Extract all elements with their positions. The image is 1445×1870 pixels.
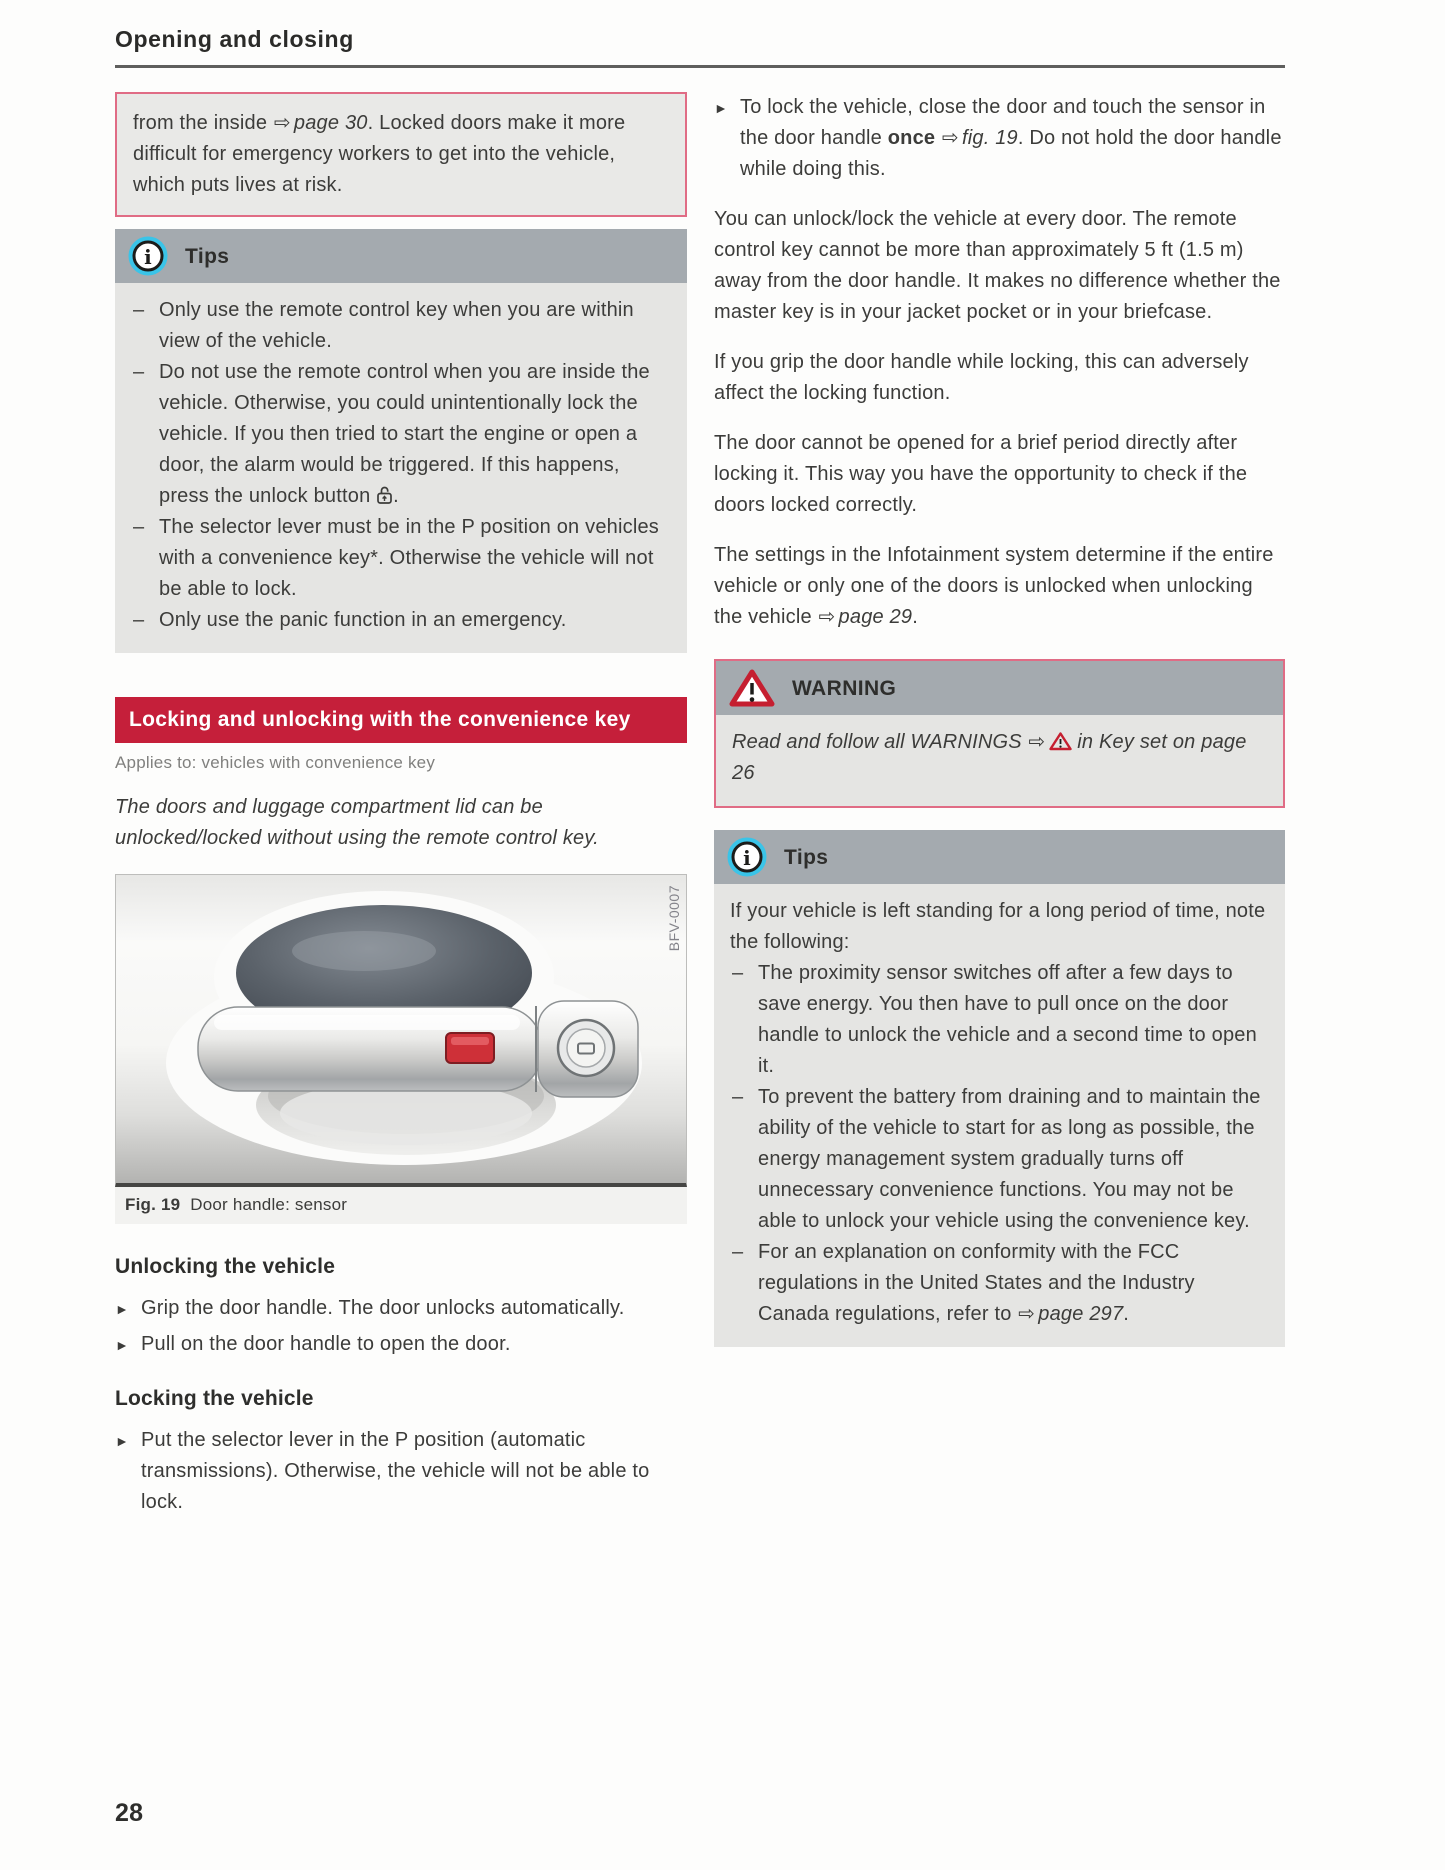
triangle-bullet-marker: ► <box>115 1301 130 1317</box>
svg-text:i: i <box>144 245 152 269</box>
bullet-text: To lock the vehicle, close the door and touch the sensor in the door handle <box>740 96 1266 149</box>
tip-item <box>131 512 671 605</box>
reference-arrow-icon: ⇨ <box>942 127 959 149</box>
bullet-item <box>714 92 1285 185</box>
tips-body <box>115 283 687 653</box>
info-icon <box>727 837 767 877</box>
svg-text:i: i <box>743 846 751 870</box>
tips-panel <box>115 229 687 653</box>
paragraph-text: . <box>912 606 919 628</box>
bullet-list <box>115 1425 687 1518</box>
tips-header <box>115 229 687 283</box>
figure-reference: fig. 19 <box>961 127 1018 149</box>
dash-marker: – <box>732 1086 744 1108</box>
reference-arrow-icon: ⇨ <box>1028 731 1046 753</box>
bullet-item <box>115 1425 687 1518</box>
tip-item <box>131 357 671 512</box>
tip-text: To prevent the battery from draining and to maintain the ability of the vehicle to start for as long as possible, the energy management system gradually turns off unnecessary convenience functions. You may not be able to unlock your vehicle using the convenience key. <box>758 1086 1261 1232</box>
warning-text: Read and follow all WARNINGS <box>732 731 1028 753</box>
tip-text: . <box>393 485 399 507</box>
page-header <box>115 26 1285 68</box>
bullet-text: Grip the door handle. The door unlocks automatically. <box>141 1297 625 1319</box>
paragraph: If you grip the door handle while locking, this can adversely affect the locking function. <box>714 351 1249 404</box>
tip-item <box>730 1237 1269 1330</box>
bullet-list <box>115 1293 687 1360</box>
reference-arrow-icon: ⇨ <box>818 606 836 628</box>
subsection-heading: Locking the vehicle <box>115 1387 314 1410</box>
note-text: from the inside <box>133 112 273 134</box>
page-reference: page 297 <box>1038 1303 1124 1325</box>
left-column <box>115 92 687 1523</box>
tip-text: Only use the panic function in an emergency. <box>159 609 567 631</box>
tip-item <box>730 958 1269 1082</box>
tip-text: The proximity sensor switches off after a few days to save energy. You then have to pull once on the door handle to unlock the vehicle and a second time to open it. <box>758 962 1257 1077</box>
right-column <box>714 92 1285 1347</box>
dash-marker: – <box>133 299 145 321</box>
figure-caption-text: Door handle: sensor <box>190 1195 348 1214</box>
tips-title: Tips <box>185 244 230 268</box>
tips-title: Tips <box>784 845 829 869</box>
paragraph-text: The settings in the Infotainment system determine if the entire vehicle or only one of the doors is unlocked when unlocking the vehicle <box>714 544 1274 628</box>
note-box <box>115 92 687 217</box>
reference-arrow-icon: ⇨ <box>1018 1303 1036 1325</box>
tip-text: Do not use the remote control when you are inside the vehicle. Otherwise, you could unintentionally lock the vehicle. If you then tried to start the engine or open a door, the alarm would be triggered. If this happens, press the unlock button <box>159 361 650 507</box>
page-reference: page 29 <box>838 606 913 628</box>
tips-body <box>714 884 1285 1347</box>
tip-text: For an explanation on conformity with the FCC regulations in the United States and the Industry Canada regulations, refer to <box>758 1241 1195 1325</box>
bullet-text: Put the selector lever in the P position (automatic transmissions). Otherwise, the vehicle will not be able to lock. <box>141 1429 650 1513</box>
figure-caption <box>115 1187 687 1224</box>
triangle-bullet-marker: ► <box>714 100 729 116</box>
tips-header <box>714 830 1285 884</box>
tip-text: Only use the remote control key when you are within view of the vehicle. <box>159 299 634 352</box>
page-reference: page 30 <box>293 112 368 134</box>
bullet-text: Pull on the door handle to open the door. <box>141 1333 511 1355</box>
warning-triangle-icon <box>729 668 775 708</box>
bullet-text: . Do not hold the door handle while doing this. <box>740 127 1282 180</box>
warning-title: WARNING <box>792 676 897 700</box>
note-text: . Locked doors make it more difficult for emergency workers to get into the vehicle, which puts lives at risk. <box>133 112 626 196</box>
tip-text: . <box>1123 1303 1130 1325</box>
section-intro: The doors and luggage compartment lid can be unlocked/locked without using the remote control key. <box>115 796 599 849</box>
dash-marker: – <box>732 1241 744 1263</box>
figure-caption-label: Fig. 19 <box>125 1195 181 1214</box>
tip-text: The selector lever must be in the P position on vehicles with a convenience key*. Otherwise the vehicle will not be able to lock. <box>159 516 659 600</box>
subsection-heading: Unlocking the vehicle <box>115 1255 336 1278</box>
paragraph <box>714 540 1285 633</box>
triangle-bullet-marker: ► <box>115 1433 130 1449</box>
tip-item <box>730 1082 1269 1237</box>
paragraph: You can unlock/lock the vehicle at every door. The remote control key cannot be more than approximately 5 ft (1.5 m) away from the door handle. It makes no difference whether the master key is in your jacket pocket or in your briefcase. <box>714 208 1281 323</box>
dash-marker: – <box>133 609 145 631</box>
tips-panel <box>714 830 1285 1347</box>
page-number: 28 <box>115 1799 144 1827</box>
triangle-bullet-marker: ► <box>115 1337 130 1353</box>
figure-code: BFV-0007 <box>666 885 682 952</box>
dash-marker: – <box>133 516 145 538</box>
warning-text: in Key set on page 26 <box>732 731 1247 784</box>
warning-body <box>716 715 1283 806</box>
tip-item <box>131 605 671 636</box>
section-heading-banner: Locking and unlocking with the convenience key <box>115 697 687 743</box>
unlock-button-icon <box>376 485 393 505</box>
figure-image <box>115 874 687 1187</box>
tip-item <box>131 295 671 357</box>
paragraph: The door cannot be opened for a brief period directly after locking it. This way you have the opportunity to check if the doors locked correctly. <box>714 432 1248 516</box>
dash-marker: – <box>133 361 145 383</box>
bullet-item <box>115 1329 687 1360</box>
info-icon <box>128 236 168 276</box>
tips-intro: If your vehicle is left standing for a long period of time, note the following: <box>730 900 1266 953</box>
warning-panel <box>714 659 1285 808</box>
figure <box>115 874 687 1224</box>
page-title: Opening and closing <box>115 26 354 52</box>
warning-header <box>716 661 1283 715</box>
door-handle-illustration <box>116 875 682 1175</box>
bullet-item <box>115 1293 687 1324</box>
emphasis-once: once <box>887 127 936 149</box>
reference-arrow-icon: ⇨ <box>273 112 291 134</box>
applies-to-note: Applies to: vehicles with convenience key <box>115 753 436 772</box>
inline-warning-triangle-icon <box>1049 731 1072 751</box>
dash-marker: – <box>732 962 744 984</box>
